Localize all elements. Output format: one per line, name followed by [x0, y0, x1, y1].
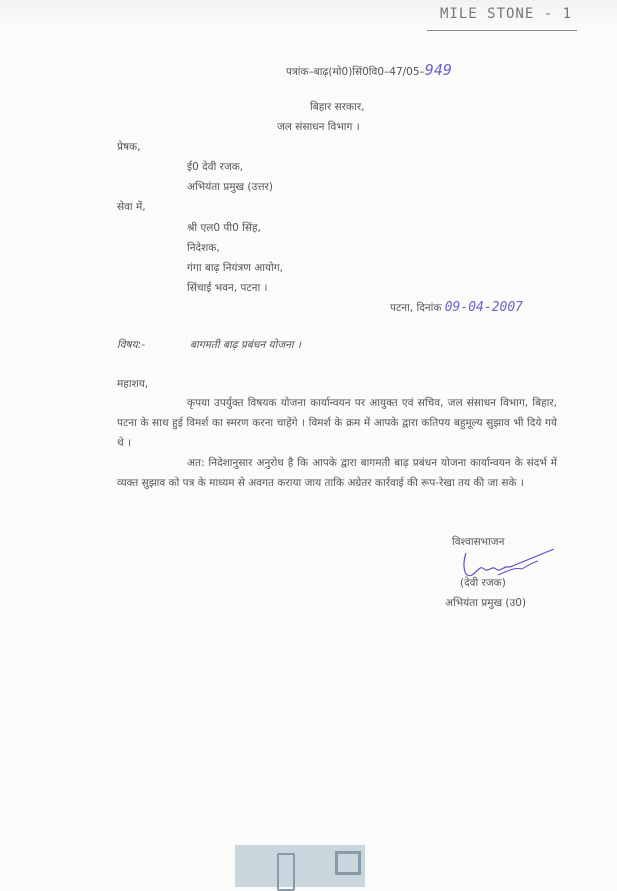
recipient-line: निदेशक,: [187, 242, 220, 254]
sender-designation: अभियंता प्रमुख (उत्तर): [187, 181, 273, 193]
subject-label: विषय:-: [117, 339, 146, 351]
recipient-line: सिंचाई भवन, पटना ।: [187, 282, 268, 294]
header-government: बिहार सरकार,: [310, 101, 365, 113]
valediction: विश्वासभाजन: [452, 536, 505, 548]
date-label: पटना, दिनांक: [390, 302, 442, 314]
box-icon: [335, 851, 361, 875]
tool-icon: [277, 853, 295, 891]
date-line: [390, 300, 523, 315]
scan-bottom-artifact: [235, 845, 365, 887]
body-paragraph-2: अत: निदेशानुसार अनुरोध है कि आपके द्वारा बागमती बाढ़ प्रबंधन योजना कार्यान्वयन के संदर्भ में व्यक्त सुझाव को पत्र के माध्यम से अवगत कराया जाय ताकि अग्रेतर कार्रवाई की रूप-रेखा तय की जा सके ।: [117, 457, 557, 489]
reference-printed: पत्रांक–बाढ़(मो0)सिं0वि0–47/05–: [286, 66, 425, 78]
recipient-label: सेवा में,: [117, 201, 146, 213]
body-paragraph-1: कृपया उपर्युक्त विषयक योजना कार्यान्वयन पर आयुक्त एवं सचिव, जल संसाधन विभाग, बिहार, पटना के साथ हुई विमर्श का स्मरण करना चाहेंगे । विमर्श के क्रम में आपके द्वारा कतिपय बहुमूल्य सुझाव भी दिये गये थे ।: [117, 397, 557, 449]
recipient-line: श्री एल0 पी0 सिंह,: [187, 222, 261, 234]
header-department: जल संसाधन विभाग ।: [277, 121, 360, 133]
sender-label: प्रेषक,: [117, 141, 141, 153]
salutation: महाशय,: [117, 378, 149, 390]
date-value: 09-04-2007: [444, 300, 524, 315]
milestone-annotation: MILE STONE - 1: [440, 6, 573, 22]
signatory-name: (देवी रजक): [460, 577, 506, 589]
annotation-underline: [427, 30, 577, 31]
sender-name: ई0 देवी रजक,: [187, 161, 244, 173]
signatory-designation: अभियंता प्रमुख (उ0): [445, 597, 527, 609]
recipient-line: गंगा बाढ़ नियंत्रण आयोग,: [187, 262, 283, 274]
subject-text: बागमती बाढ़ प्रबंधन योजना ।: [190, 339, 301, 351]
reference-handwritten: 949: [424, 61, 452, 79]
reference-number: [286, 61, 452, 79]
